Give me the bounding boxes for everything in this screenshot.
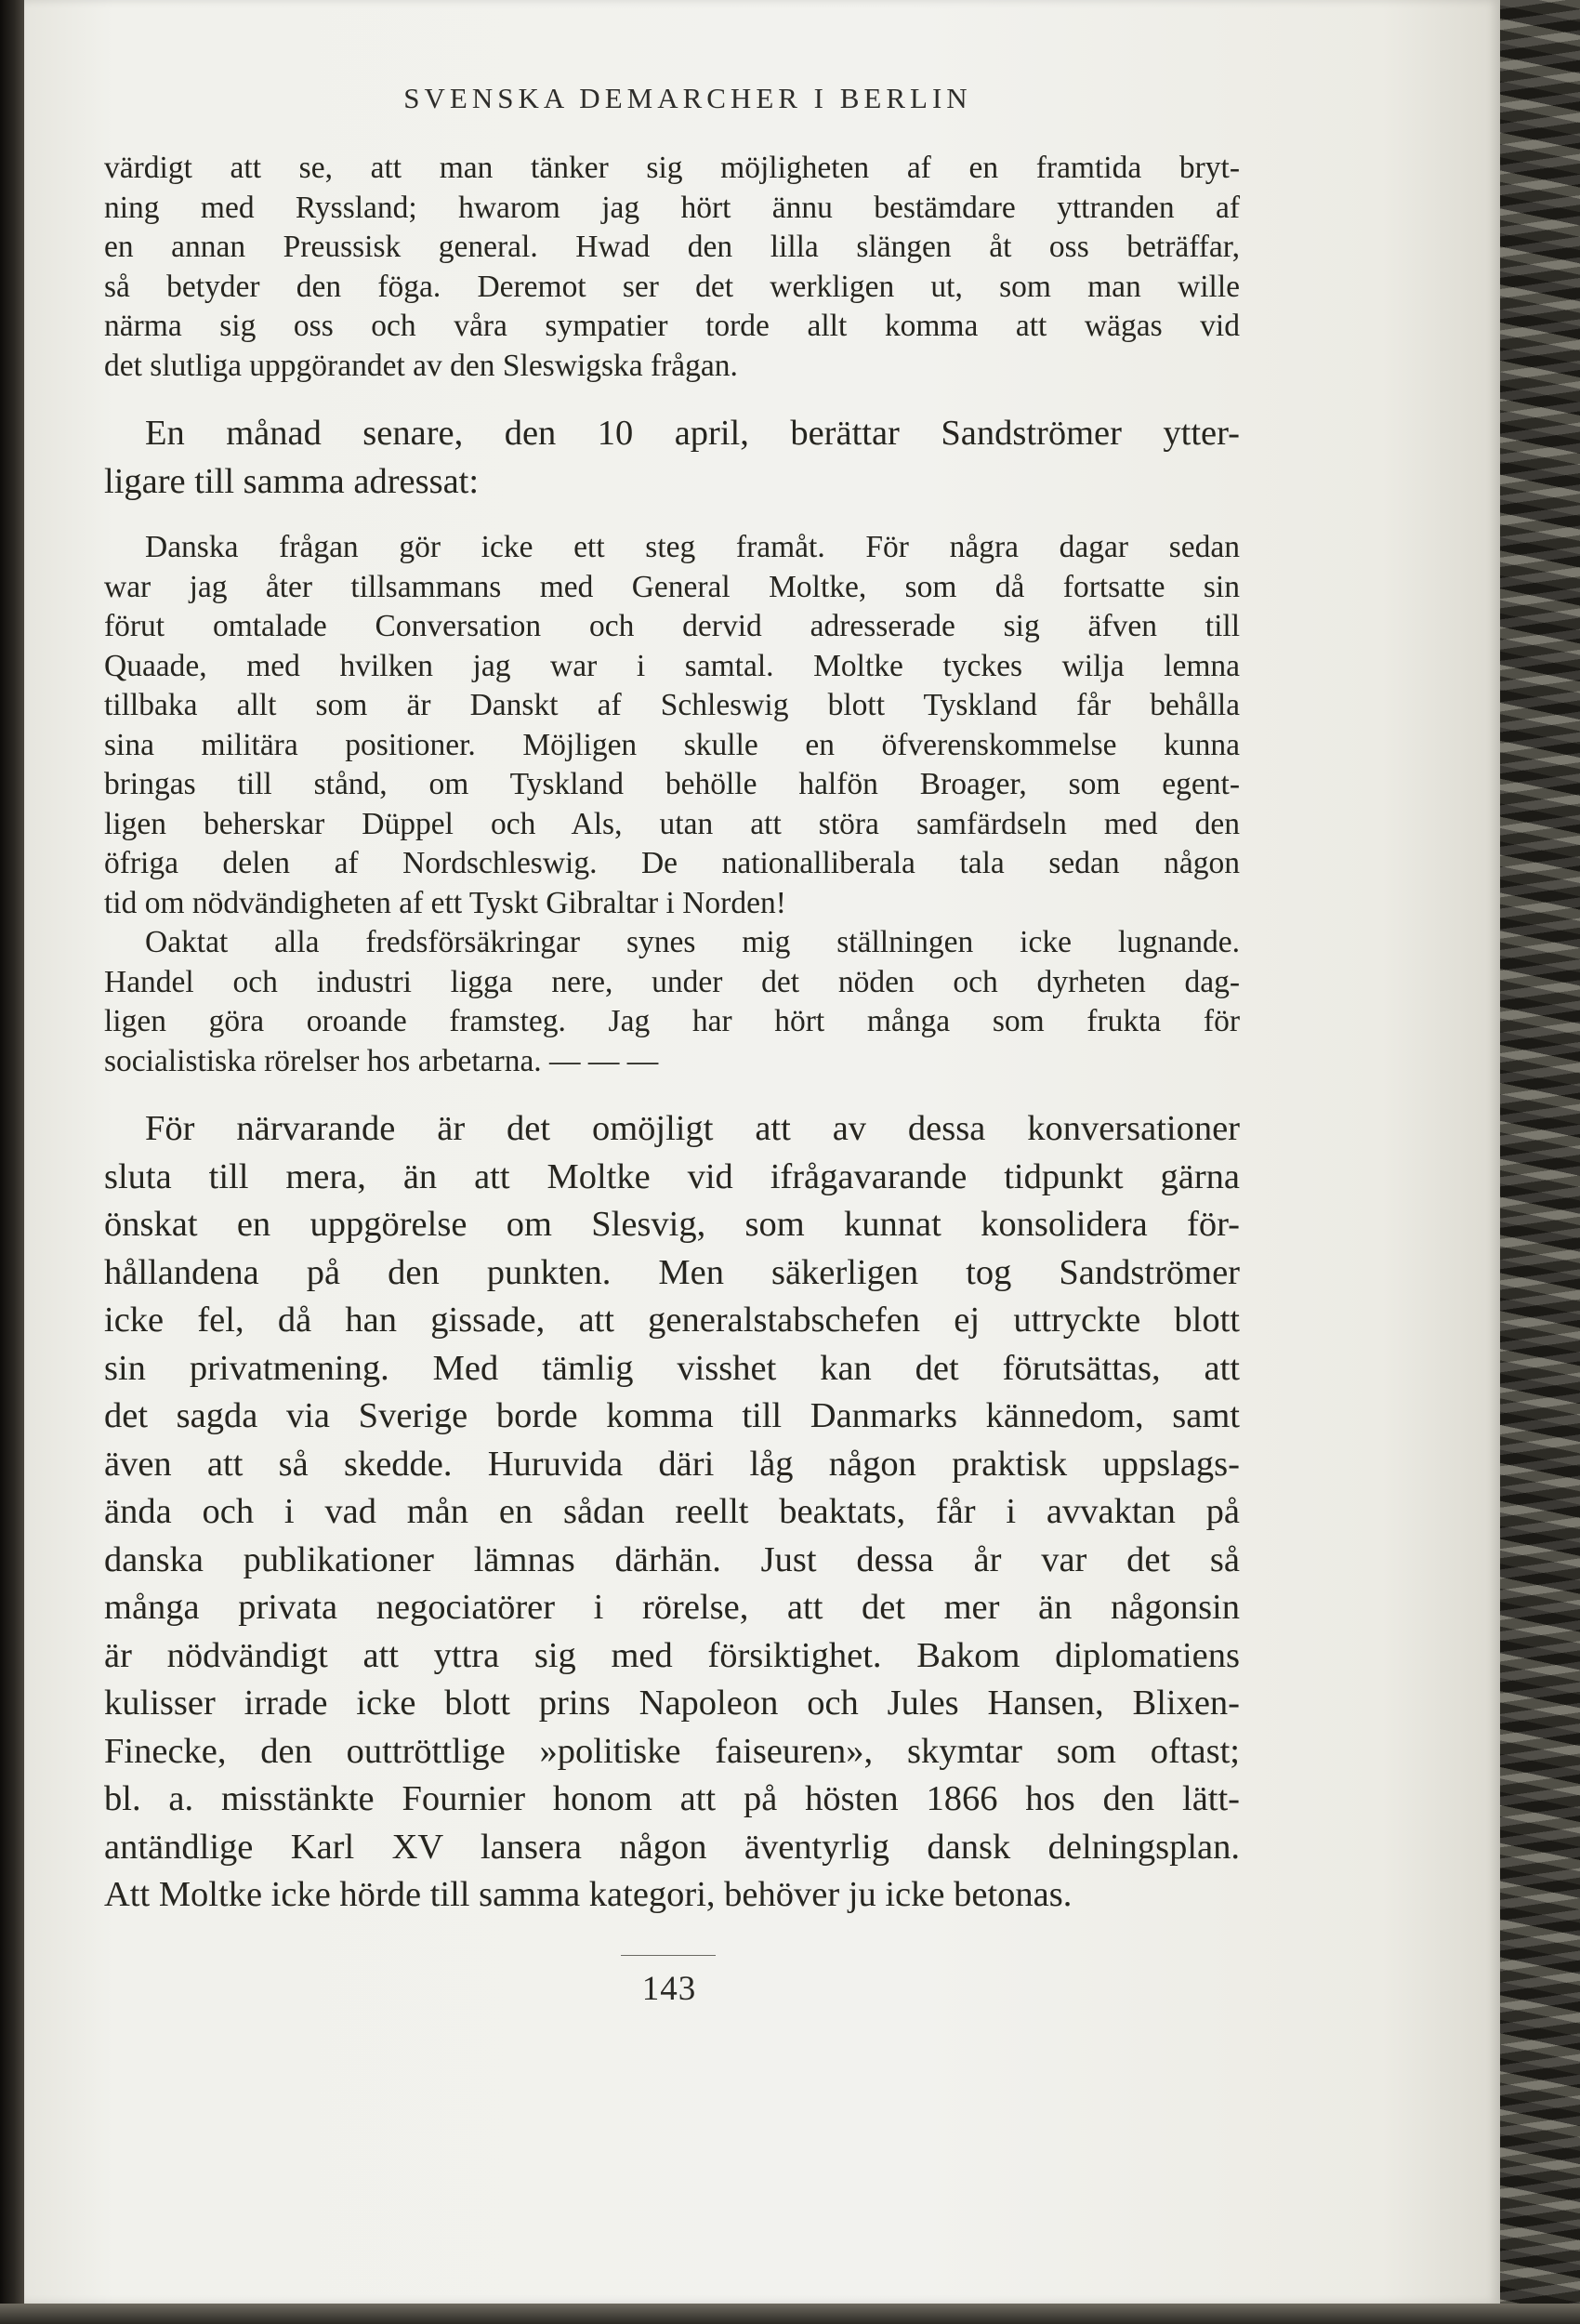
text-line: det slutliga uppgörandet av den Sleswigska frågan. <box>104 348 738 383</box>
text-line: bringas till stånd, om Tyskland behölle halfön Broager, som egent- <box>104 767 1240 801</box>
text-line: sluta till mera, än att Moltke vid ifrågavarande tidpunkt gärna <box>104 1156 1240 1196</box>
text-line: ända och i vad mån en sådan reellt beaktats, får i avvaktan på <box>104 1492 1240 1531</box>
text-line: Danska frågan gör icke ett steg framåt. För några dagar sedan <box>145 530 1240 564</box>
text-line: öfriga delen af Nordschleswig. De nationalliberala tala sedan någon <box>104 846 1240 880</box>
text-line: det sagda via Sverige borde komma till Danmarks kännedom, samt <box>104 1396 1240 1435</box>
text-line: närma sig oss och våra sympatier torde allt komma att wägas vid <box>104 309 1240 343</box>
text-line: ning med Ryssland; hwarom jag hört ännu bestämdare yttranden af <box>104 190 1240 225</box>
text-line: sina militära positioner. Möjligen skulle en öfverenskommelse kunna <box>104 727 1240 762</box>
book-cover-edge <box>1500 0 1580 2324</box>
text-line: är nödvändigt att yttra sig med försiktighet. Bakom diplomatiens <box>104 1635 1240 1675</box>
page-number: 143 <box>641 1970 697 2008</box>
text-line: en annan Preussisk general. Hwad den lilla slängen åt oss beträffar, <box>104 230 1240 264</box>
text-line: Finecke, den outtröttlige »politiske faiseuren», skymtar som oftast; <box>104 1731 1240 1771</box>
text-line: många privata negociatörer i rörelse, att det mer än någonsin <box>104 1588 1240 1627</box>
text-line: värdigt att se, att man tänker sig möjligheten af en framtida bryt- <box>104 151 1240 185</box>
text-line: tillbaka allt som är Danskt af Schleswig blott Tyskland får behålla <box>104 688 1240 722</box>
text-line: tid om nödvändigheten af ett Tyskt Gibraltar i Norden! <box>104 885 786 920</box>
text-line: även att så skedde. Huruvida däri låg någon praktisk uppslags- <box>104 1444 1240 1484</box>
text-line: ligen göra oroande framsteg. Jag har hört många som frukta för <box>104 1004 1240 1038</box>
body-paragraph-1 <box>104 410 1240 506</box>
text-line: bl. a. misstänkte Fournier honom att på hösten 1866 hos den lätt- <box>104 1779 1240 1818</box>
text-line: war jag åter tillsammans med General Moltke, som då fortsatte sin <box>104 569 1240 604</box>
text-line: förut omtalade Conversation och dervid adresserade sig äfven till <box>104 609 1240 643</box>
quote-block-2 <box>104 528 1240 1081</box>
quote-block-1 <box>104 149 1240 386</box>
text-line: hållandena på den punkten. Men säkerligen tog Sandströmer <box>104 1252 1240 1292</box>
text-line: Quaade, med hvilken jag war i samtal. Moltke tyckes wilja lemna <box>104 648 1240 683</box>
text-line: socialistiska rörelser hos arbetarna. — — — <box>104 1043 659 1078</box>
footer-rule <box>621 1955 716 1956</box>
text-line: Att Moltke icke hörde till samma kategori, behöver ju icke betonas. <box>104 1875 1073 1914</box>
text-line: ligare till samma adressat: <box>104 461 480 501</box>
text-line: sin privatmening. Med tämlig visshet kan det förutsättas, att <box>104 1348 1240 1388</box>
text-line: så betyder den föga. Deremot ser det werkligen ut, som man wille <box>104 269 1240 304</box>
book-bottom-edge <box>0 2304 1580 2324</box>
text-line: danska publikationer lämnas därhän. Just dessa år var det så <box>104 1539 1240 1579</box>
text-line: Oaktat alla fredsförsäkringar synes mig ställningen icke lugnande. <box>145 925 1240 959</box>
page-text <box>104 149 1240 1920</box>
text-line: kulisser irrade icke blott prins Napoleon och Jules Hansen, Blixen- <box>104 1684 1240 1723</box>
text-line: ligen beherskar Düppel och Als, utan att störa samfärdseln med den <box>104 806 1240 841</box>
text-line: önskat en uppgörelse om Slesvig, som kunnat konsolidera för- <box>104 1205 1240 1244</box>
text-line: För närvarande är det omöjligt att av dessa konversationer <box>145 1109 1240 1148</box>
text-line: icke fel, då han gissade, att generalstabschefen ej uttryckte blott <box>104 1301 1240 1340</box>
body-paragraph-2 <box>104 1105 1240 1920</box>
text-line: Handel och industri ligga nere, under det nöden och dyrheten dag- <box>104 964 1240 999</box>
book-gutter <box>0 0 24 2324</box>
running-head: SVENSKA DEMARCHER I BERLIN <box>403 82 972 114</box>
text-line: antändlige Karl XV lansera någon äventyrlig dansk delningsplan. <box>104 1827 1240 1867</box>
text-line: En månad senare, den 10 april, berättar Sandströmer ytter- <box>145 414 1240 453</box>
